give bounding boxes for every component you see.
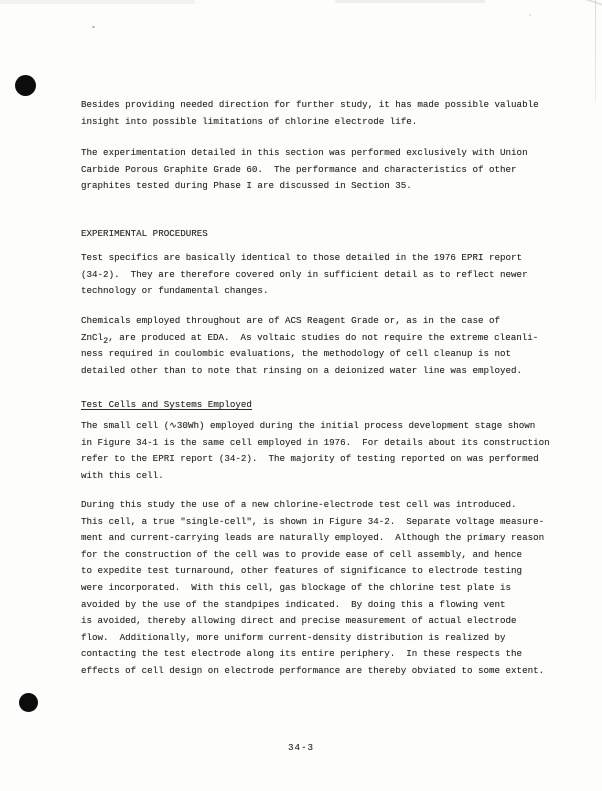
text-line: ness required in coulombic evaluations, the methodology of cell cleanup is not bbox=[81, 348, 512, 360]
scan-smudge bbox=[335, 0, 485, 3]
scan-speck bbox=[529, 14, 531, 16]
text-line: This cell, a true "single-cell", is shown in Figure 34-2. Separate voltage measure- bbox=[81, 515, 545, 527]
chemical-formula: ZnCl bbox=[81, 331, 104, 343]
scan-speck bbox=[92, 26, 95, 28]
text-line: graphites tested during Phase I are discussed in Section 35. bbox=[81, 180, 412, 192]
chemical-subscript: 2 bbox=[103, 336, 109, 347]
text-line: detailed other than to note that rinsing on a deionized water line was employed. bbox=[81, 364, 523, 376]
text-line: flow. Additionally, more uniform current-density distribution is realized by bbox=[81, 631, 506, 643]
page-number: 34-3 bbox=[287, 742, 315, 753]
paragraph-new-test-cell bbox=[81, 497, 544, 680]
text-line: were incorporated. With this cell, gas blockage of the chlorine test plate is bbox=[81, 581, 512, 593]
heading-text: Test Cells and Systems Employed bbox=[81, 399, 252, 410]
text-line: Test specifics are basically identical to those detailed in the 1976 EPRI report bbox=[81, 252, 523, 263]
subsection-heading-test-cells bbox=[81, 397, 252, 414]
text-line: to expedite test turnaround, other features of significance to electrode testing bbox=[81, 565, 523, 577]
text-line: Chemicals employed throughout are of ACS Reagent Grade or, as in the case of bbox=[81, 315, 501, 326]
text-line: insight into possible limitations of chlorine electrode life. bbox=[81, 115, 418, 127]
heading-text: EXPERIMENTAL PROCEDURES bbox=[81, 228, 208, 239]
text-line: avoided by the use of the standpipes indicated. By doing this a flowing vent bbox=[81, 598, 506, 610]
paragraph-test-specifics bbox=[81, 250, 528, 300]
scan-edge-line bbox=[595, 0, 596, 102]
text-line: During this study the use of a new chlorine-electrode test cell was introduced. bbox=[81, 499, 517, 510]
text-line: with this cell. bbox=[81, 469, 164, 481]
section-heading-experimental-procedures bbox=[81, 226, 208, 243]
hole-punch-mark-top bbox=[15, 75, 36, 96]
text-segment: , are produced at EDA. As voltaic studies do not require the extreme cleanli- bbox=[108, 331, 539, 343]
text-line: ment and current-carrying leads are naturally employed. Although the primary reason bbox=[81, 532, 545, 544]
paragraph-small-cell bbox=[81, 418, 550, 484]
text-line: in Figure 34-1 is the same cell employed in 1976. For details about its construction bbox=[81, 436, 550, 448]
text-line: technology or fundamental changes. bbox=[81, 285, 269, 297]
text-line: for the construction of the cell was to provide ease of cell assembly, and hence bbox=[81, 548, 523, 560]
text-line: (34-2). They are therefore covered only in sufficient detail as to reflect newer bbox=[81, 268, 528, 280]
text-line: Carbide Porous Graphite Grade 60. The performance and characteristics of other bbox=[81, 163, 517, 175]
text-line: The experimentation detailed in this section was performed exclusively with Union bbox=[81, 147, 528, 158]
text-line-zncl2 bbox=[81, 330, 538, 347]
text-line: is avoided, thereby allowing direct and precise measurement of actual electrode bbox=[81, 615, 517, 627]
text-line: Besides providing needed direction for further study, it has made possible valuable bbox=[81, 99, 539, 110]
text-line: The small cell (∿30Wh) employed during the initial process development stage shown bbox=[81, 420, 536, 431]
scan-smudge bbox=[0, 0, 195, 4]
paragraph-chemicals bbox=[81, 313, 538, 379]
text-line: contacting the test electrode along its entire periphery. In these respects the bbox=[81, 648, 523, 660]
paragraph-intro bbox=[81, 97, 539, 130]
hole-punch-mark-bottom bbox=[19, 693, 38, 712]
scan-smudge bbox=[566, 0, 602, 6]
paragraph-experimentation bbox=[81, 145, 528, 195]
text-line: effects of cell design on electrode performance are thereby obviated to some extent. bbox=[81, 664, 545, 676]
text-line: refer to the EPRI report (34-2). The majority of testing reported on was performed bbox=[81, 453, 539, 465]
